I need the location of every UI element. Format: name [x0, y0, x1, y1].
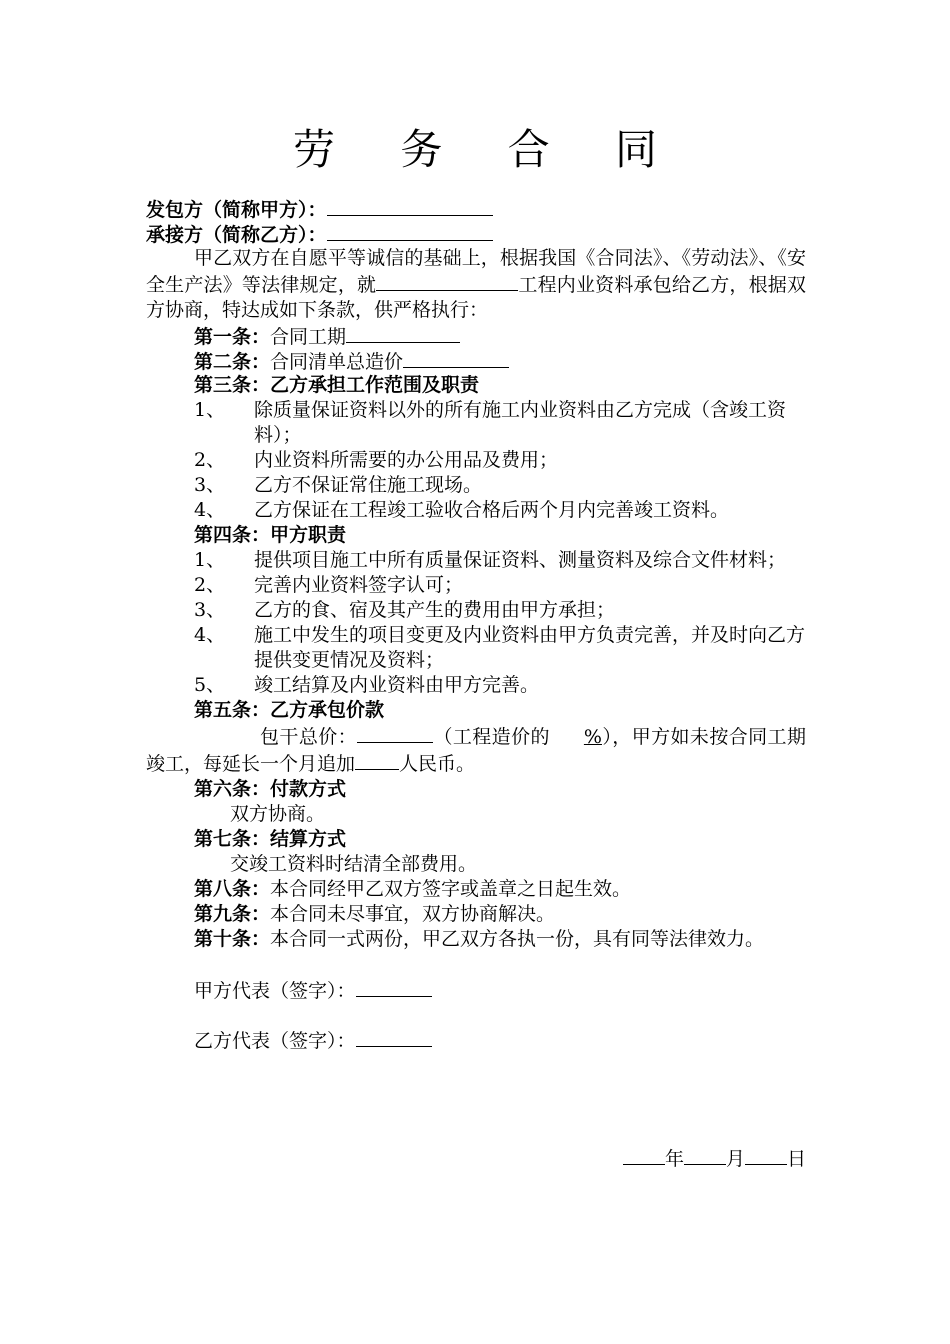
lump-sum-label: 包干总价： — [260, 726, 358, 748]
item-number: 1、 — [194, 549, 226, 571]
article-4-item-2 — [146, 573, 806, 598]
item-text: 施工中发生的项目变更及内业资料由甲方负责完善，并及时向乙方提供变更情况及资料； — [254, 624, 806, 671]
item-text: 内业资料所需要的办公用品及费用； — [254, 449, 559, 471]
party-a-signature-blank — [356, 977, 432, 997]
article-4-item-4 — [146, 623, 806, 673]
month-blank — [684, 1145, 726, 1165]
article-4-heading: 第四条：甲方职责 — [194, 524, 347, 546]
item-number: 2、 — [194, 449, 226, 471]
item-number: 4、 — [194, 624, 226, 646]
article-4-item-5 — [146, 673, 806, 698]
party-a-signature — [146, 977, 806, 1002]
article-2 — [146, 348, 806, 373]
intro-paragraph — [146, 246, 806, 323]
article-9-label: 第九条： — [194, 903, 271, 925]
year-blank — [623, 1145, 665, 1165]
month-label: 月 — [725, 1148, 745, 1170]
article-9 — [146, 902, 806, 927]
intro-part1: 甲乙双方在自愿平等诚信的基础上，根据我国《合同法》、《劳动法》、《安全生产法》等法律规定，就 — [146, 247, 806, 296]
item-text: 乙方不保证常住施工现场。 — [254, 474, 483, 496]
contract-body — [146, 196, 806, 1052]
item-text: 除质量保证资料以外的所有施工内业资料由乙方完成（含竣工资料）； — [254, 399, 787, 446]
item-number: 4、 — [194, 499, 226, 521]
article-10-label: 第十条： — [194, 928, 271, 950]
article-2-label: 第二条： — [194, 351, 271, 373]
day-label: 日 — [786, 1148, 806, 1170]
item-number: 3、 — [194, 599, 226, 621]
article-6-text: 双方协商。 — [230, 803, 326, 825]
currency-text: 人民币。 — [399, 753, 476, 775]
party-b-line — [146, 221, 806, 246]
party-a-line — [146, 196, 806, 221]
article-10-text: 本合同一式两份，甲乙双方各执一份，具有同等法律效力。 — [270, 928, 765, 950]
item-number: 2、 — [194, 574, 226, 596]
year-label: 年 — [664, 1148, 684, 1170]
item-text: 完善内业资料签字认可； — [254, 574, 464, 596]
article-1-text: 合同工期 — [270, 326, 347, 348]
item-text: 乙方保证在工程竣工验收合格后两个月内完善竣工资料。 — [254, 499, 730, 521]
total-price-blank — [403, 348, 509, 368]
article-1-label: 第一条： — [194, 326, 271, 348]
article-2-text: 合同清单总造价 — [270, 351, 404, 373]
party-a-signature-label: 甲方代表（签字）： — [194, 980, 356, 1002]
party-b-signature-label: 乙方代表（签字）： — [194, 1030, 356, 1052]
party-a-blank — [327, 196, 493, 216]
item-text: 乙方的食、宿及其产生的费用由甲方承担； — [254, 599, 616, 621]
intro-part2: 工程内业资料承包给乙方，根据双方协商，特达成如下条款，供严格执行： — [146, 274, 806, 321]
party-b-label: 承接方（简称乙方）： — [146, 224, 327, 246]
article-3-item-2 — [146, 448, 806, 473]
article-8 — [146, 877, 806, 902]
article-3-item-3 — [146, 473, 806, 498]
monthly-penalty-blank — [355, 750, 399, 770]
percent-blank: % — [583, 726, 602, 748]
article-6-heading: 第六条：付款方式 — [194, 778, 347, 800]
cost-ratio-label: （工程造价的 — [433, 726, 550, 748]
article-3-heading: 第三条：乙方承担工作范围及职责 — [194, 374, 480, 396]
delay-clause: ），甲方如未按合同工期竣工，每延长一个月追加 — [146, 726, 806, 775]
article-1 — [146, 323, 806, 348]
contract-period-blank — [346, 323, 460, 343]
article-5-paragraph — [146, 723, 806, 777]
party-a-label: 发包方（简称甲方）： — [146, 199, 327, 221]
article-4-item-3 — [146, 598, 806, 623]
document-title: 劳 务 合 同 — [292, 125, 684, 174]
item-text: 提供项目施工中所有质量保证资料、测量资料及综合文件材料； — [254, 549, 787, 571]
article-7-text: 交竣工资料时结清全部费用。 — [230, 853, 478, 875]
article-3-item-4 — [146, 498, 806, 523]
signing-date — [623, 1145, 806, 1172]
project-name-blank — [376, 271, 518, 291]
day-blank — [745, 1145, 787, 1165]
item-text: 竣工结算及内业资料由甲方完善。 — [254, 674, 540, 696]
article-9-text: 本合同未尽事宜，双方协商解决。 — [270, 903, 556, 925]
article-3-item-1 — [146, 398, 806, 448]
item-number: 5、 — [194, 674, 226, 696]
party-b-signature-blank — [356, 1027, 432, 1047]
article-7-heading: 第七条：结算方式 — [194, 828, 347, 850]
article-8-label: 第八条： — [194, 878, 271, 900]
item-number: 1、 — [194, 399, 226, 421]
item-number: 3、 — [194, 474, 226, 496]
article-4-item-1 — [146, 548, 806, 573]
article-8-text: 本合同经甲乙双方签字或盖章之日起生效。 — [270, 878, 632, 900]
article-10 — [146, 927, 806, 952]
lump-sum-blank — [357, 723, 433, 743]
article-5-heading: 第五条：乙方承包价款 — [194, 699, 385, 721]
party-b-blank — [327, 221, 493, 241]
party-b-signature — [146, 1027, 806, 1052]
